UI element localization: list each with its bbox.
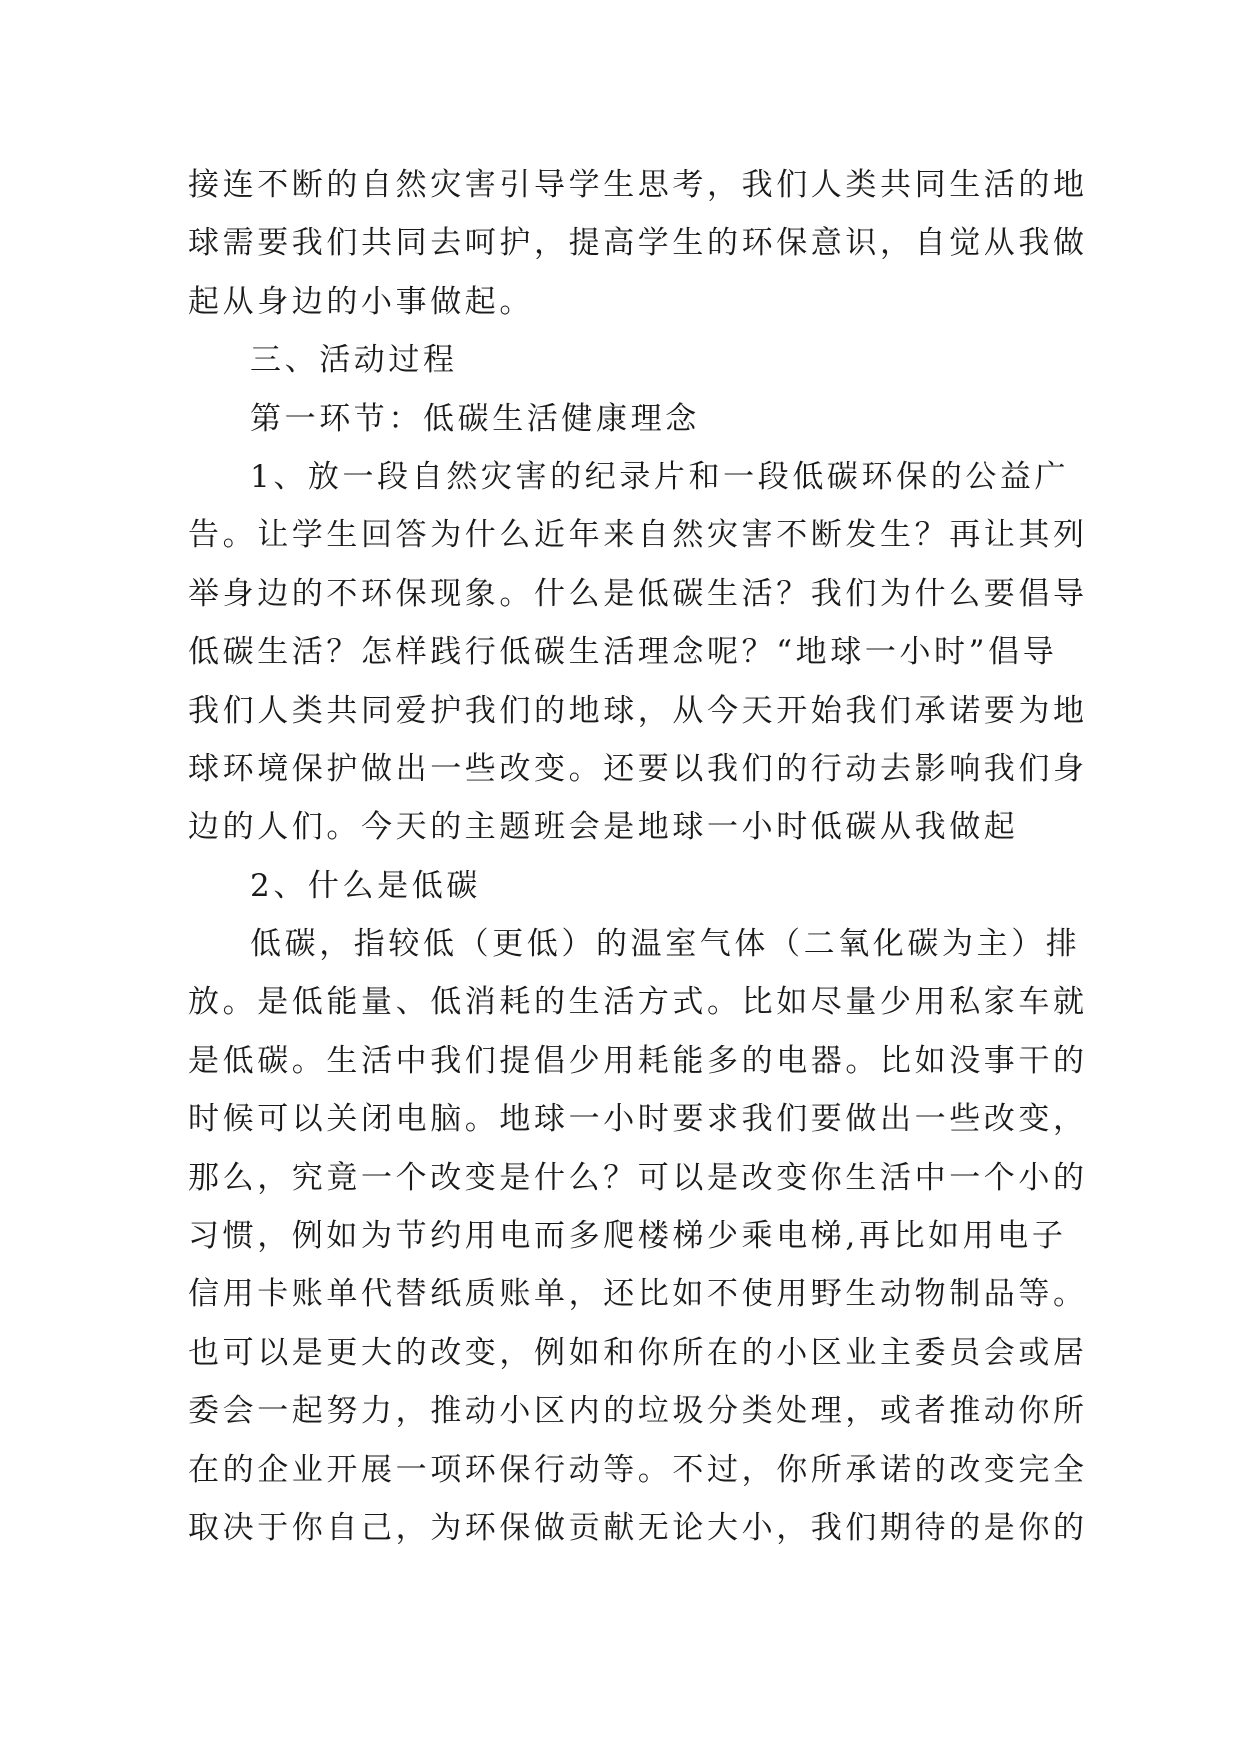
text-line: 低碳，指较低（更低）的温室气体（二氧化碳为主）排 [250, 926, 1081, 963]
text-line: 三、活动过程 [250, 342, 458, 379]
text-line: 1、放一段自然灾害的纪录片和一段低碳环保的公益广 [250, 458, 1070, 495]
text-line: 2、什么是低碳 [250, 867, 481, 904]
text-line: 在的企业开展一项环保行动等。不过，你所承诺的改变完全 [188, 1451, 1088, 1488]
text-line: 球环境保护做出一些改变。还要以我们的行动去影响我们身 [188, 750, 1088, 787]
text-line: 接连不断的自然灾害引导学生思考，我们人类共同生活的地 [188, 167, 1088, 203]
text-line: 那么，究竟一个改变是什么？可以是改变你生活中一个小的 [188, 1159, 1088, 1196]
text-line: 举身边的不环保现象。什么是低碳生活？我们为什么要倡导 [188, 575, 1088, 612]
text-line: 起从身边的小事做起。 [188, 283, 534, 320]
text-line: 委会一起努力，推动小区内的垃圾分类处理，或者推动你所 [188, 1393, 1088, 1430]
text-line: 也可以是更大的改变，例如和你所在的小区业主委员会或居 [188, 1334, 1088, 1371]
text-line: 告。让学生回答为什么近年来自然灾害不断发生？再让其列 [188, 517, 1088, 554]
text-line: 时候可以关闭电脑。地球一小时要求我们要做出一些改变， [188, 1101, 1088, 1138]
text-line: 取决于你自己，为环保做贡献无论大小，我们期待的是你的 [188, 1509, 1088, 1546]
text-line: 是低碳。生活中我们提倡少用耗能多的电器。比如没事干的 [188, 1042, 1088, 1079]
text-line: 边的人们。今天的主题班会是地球一小时低碳从我做起 [188, 809, 1019, 846]
document-body [188, 156, 1088, 1557]
text-line: 第一环节：低碳生活健康理念 [250, 400, 700, 437]
text-line: 信用卡账单代替纸质账单，还比如不使用野生动物制品等。 [188, 1276, 1088, 1313]
text-line: 球需要我们共同去呵护，提高学生的环保意识，自觉从我做 [188, 225, 1088, 262]
text-line: 低碳生活？怎样践行低碳生活理念呢？“地球一小时”倡导 [188, 634, 1058, 671]
text-line: 放。是低能量、低消耗的生活方式。比如尽量少用私家车就 [188, 984, 1088, 1021]
text-line: 习惯，例如为节约用电而多爬楼梯少乘电梯,再比如用电子 [188, 1218, 1067, 1255]
text-line: 我们人类共同爱护我们的地球，从今天开始我们承诺要为地 [188, 692, 1088, 729]
